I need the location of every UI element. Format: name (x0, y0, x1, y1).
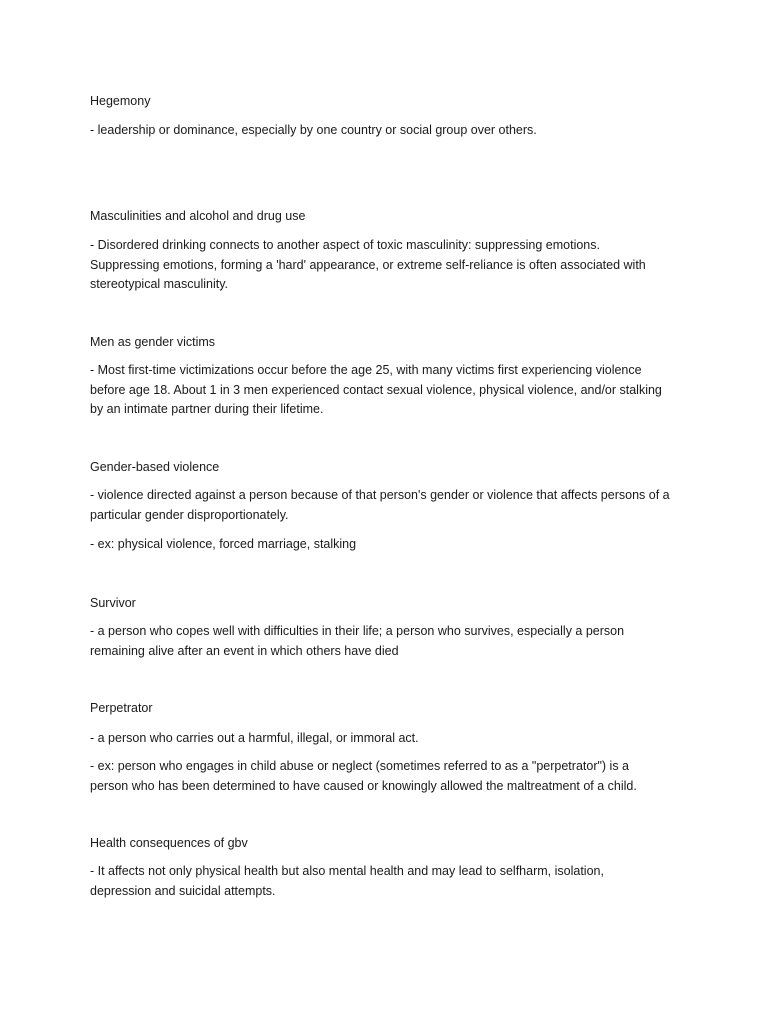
section-heading-survivor: Survivor (90, 596, 136, 610)
section-heading-gender-based-violence: Gender-based violence (90, 460, 220, 474)
section-heading-men-as-gender-victims: Men as gender victims (90, 335, 216, 349)
section-paragraph: - a person who copes well with difficulties in their life; a person who survives, especially a person remaining alive after an event in which others have died (90, 624, 625, 658)
section-heading-health-consequences: Health consequences of gbv (90, 836, 248, 850)
section-paragraph: - ex: person who engages in child abuse or neglect (sometimes referred to as a "perpetrator") is a person who has been determined to have caused or knowingly allowed the maltreatment of a child. (90, 759, 637, 793)
section-paragraph: - a person who carries out a harmful, illegal, or immoral act. (90, 731, 419, 745)
section-heading-perpetrator: Perpetrator (90, 701, 153, 715)
section-paragraph: - Disordered drinking connects to another aspect of toxic masculinity: suppressing emotions. Suppressing emotions, forming a 'hard' appearance, or extreme self-reliance is often associated with stereotypical masculinity. (90, 238, 646, 291)
section-paragraph: - leadership or dominance, especially by one country or social group over others. (90, 123, 537, 137)
section-paragraph: - It affects not only physical health but also mental health and may lead to selfharm, isolation, depression and suicidal attempts. (90, 864, 604, 898)
section-heading-masculinities: Masculinities and alcohol and drug use (90, 209, 306, 223)
section-paragraph: - Most first-time victimizations occur before the age 25, with many victims first experiencing violence before age 18. About 1 in 3 men experienced contact sexual violence, physical violence, and/or stalking by an intimate partner during their lifetime. (90, 363, 662, 416)
section-heading-hegemony: Hegemony (90, 94, 151, 108)
section-paragraph: - violence directed against a person because of that person's gender or violence that affects persons of a particular gender disproportionately. (90, 488, 670, 522)
section-paragraph: - ex: physical violence, forced marriage, stalking (90, 537, 357, 551)
